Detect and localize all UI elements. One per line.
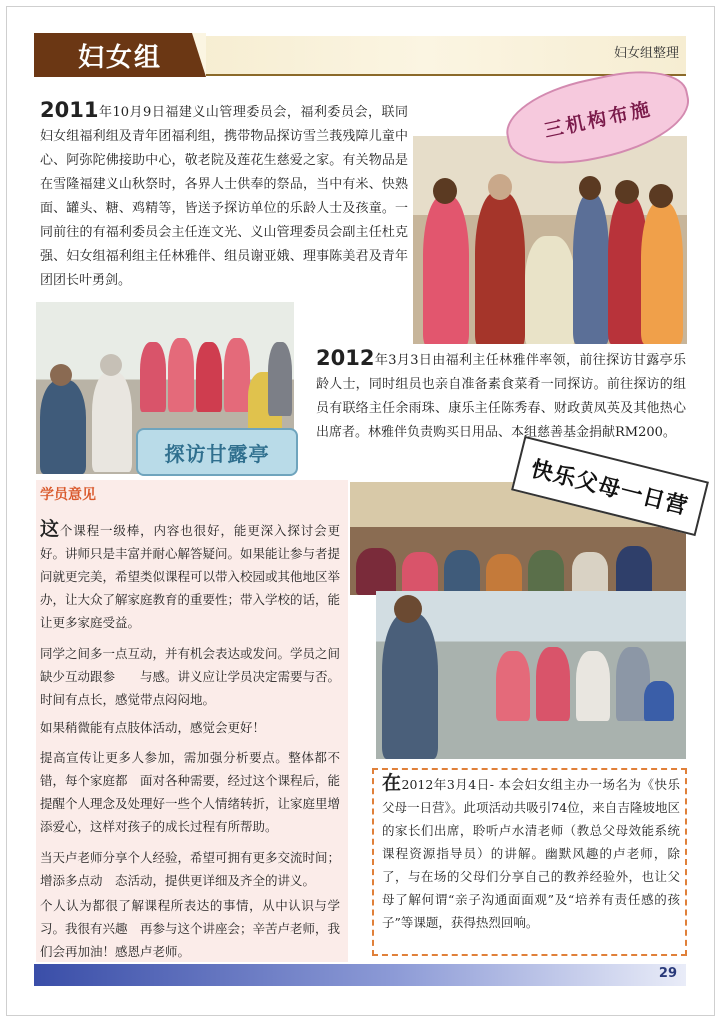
feedback-paragraph-6: 个人认为都很了解课程所表达的事情，从中认识与学习。我很有兴趣 再参与这个讲座会；辛苦卢老师，我们会再加油！感恩卢老师。 bbox=[40, 898, 341, 959]
label-parents-camp: 快乐父母一日营 bbox=[511, 436, 709, 536]
page-number: 29 bbox=[658, 966, 677, 981]
camp-article: 在2012年3月4日- 本会妇女组主办一场名为《快乐父母一日营》。此项活动共吸引74位，来自吉隆坡地区的家长们出席，聆听卢水清老师（教总父母效能系统课程资源指导员）的讲解。幽默风趣的卢老师，除了，与在场的父母们分享自己的教养经验外，也让父母了解何谓“亲子沟通面面观”及“培养有责任感的孩子”等课题，获得热烈回响。 bbox=[382, 772, 680, 930]
section-title-tab bbox=[34, 33, 206, 77]
feedback-paragraph-5: 当天卢老师分享个人经验，希望可拥有更多交流时间；增添多点动 态活动，提供更详细及齐全的讲义。 bbox=[40, 850, 341, 888]
feedback-paragraph-4: 提高宣传让更多人参加，需加强分析要点。整体都不错，每个家庭都 面对各种需要，经过这个课程后，能提醒个人理念及处理好一些个人情绪转折，让家庭里增添爱心，这样对孩子的成长过程有所帮助。 bbox=[40, 750, 341, 834]
article-2012-year: 2012 bbox=[316, 346, 375, 370]
section-title: 妇女组 bbox=[77, 42, 162, 73]
article-2011-year: 2011 bbox=[40, 98, 99, 122]
footer-bar bbox=[34, 964, 686, 986]
photo-camp-speaker bbox=[376, 591, 686, 759]
label-three-institutions: 三机构布施 bbox=[499, 60, 698, 177]
editor-note: 妇女组整理 bbox=[613, 46, 679, 61]
article-2012 bbox=[316, 346, 686, 445]
label-visit: 探访甘露亭 bbox=[136, 428, 298, 476]
feedback-paragraph-2: 同学之间多一点互动，并有机会表达或发问。学员之间缺少互动跟参 与感。讲义应让学员决定需要与否。时间有点长，感觉带点闷闷地。 bbox=[40, 646, 341, 707]
feedback-title: 学员意见 bbox=[40, 487, 96, 503]
article-2012-text: 年3月3日由福利主任林雅伴率领，前往探访甘露亭乐龄人士，同时组员也亲自准备素食菜肴一同探访。前往探访的组员有联络主任余雨珠、康乐主任陈秀春、财政黄凤英及其他热心出席者。林雅伴负责购买日用品、本组慈善基金捐献RM200。 bbox=[316, 353, 686, 440]
photo-donation-visit bbox=[413, 136, 687, 344]
article-2011 bbox=[40, 98, 408, 293]
article-2011-text: 年10月9日福建义山管理委员会，福利委员会，联同妇女组福利组及青年团福利组，携带物品探访雪兰莪残障儿童中心、阿弥陀佛接助中心，敬老院及莲花生慈爱之家。有关物品是在雪隆福建义山秋祭时，各界人士供奉的祭品，当中有米、快熟面、罐头、糖、鸡精等，皆送予探访单位的乐龄人士及孩童。一同前往的有福利委员会主任连文光、义山管理委员会副主任杜克强、妇女组福利组主任林雅伴、组员谢亚娥、理事陈美君及青年团团长叶勇剑。 bbox=[40, 105, 408, 288]
feedback-paragraph-1: 这个课程一级棒，内容也很好，能更深入探讨会更好。讲师只是丰富并耐心解答疑问。如果能让参与者提问就更完美，希望类似课程可以带入校园或其他地区举办，让大众了解家庭教育的重要性；带入学校的话，能让更多家庭受益。 bbox=[40, 518, 341, 630]
feedback-paragraph-3: 如果稍微能有点肢体活动，感觉会更好！ bbox=[40, 720, 266, 735]
